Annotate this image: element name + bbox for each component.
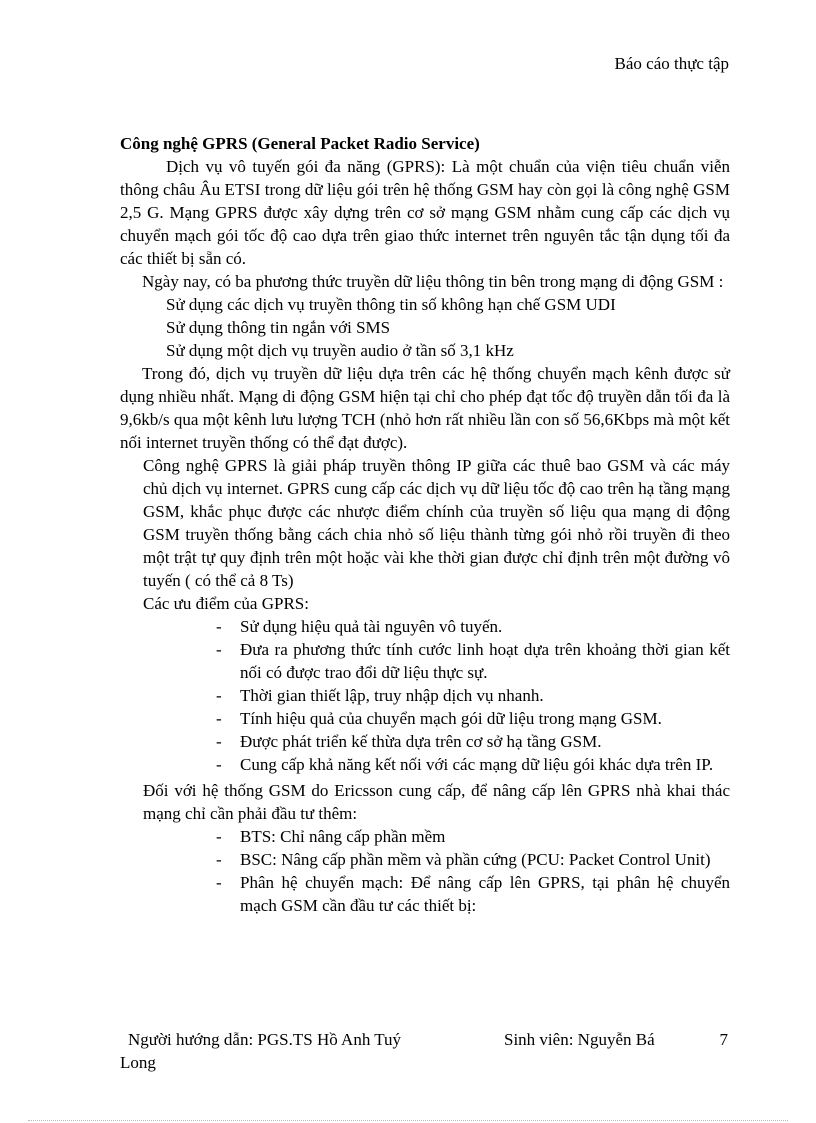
list-item: - BSC: Nâng cấp phần mềm và phần cứng (PCU: Packet Control Unit): [216, 850, 711, 869]
bullet-advantages-heading: Các ưu điểm của GPRS:: [143, 594, 309, 613]
methods-list: [120, 293, 730, 362]
list-item: - Sử dụng hiệu quả tài nguyên vô tuyến.: [216, 617, 503, 636]
list-item: - BTS: Chỉ nâng cấp phần mềm: [216, 827, 446, 846]
page-number: 7: [719, 1030, 728, 1049]
advantages-list: [120, 615, 730, 776]
list-item: - Được phát triển kế thừa dựa trên cơ sở hạ tầng GSM.: [216, 732, 602, 751]
list-item: - Cung cấp khả năng kết nối với các mạng dữ liệu gói khác dựa trên IP.: [216, 755, 714, 774]
bullet-gprs-solution: Công nghệ GPRS là giải pháp truyền thông IP giữa các thuê bao GSM và các máy chủ dịch vụ internet. GPRS cung cấp các dịch vụ dữ liệu tốc độ cao trên hạ tầng mạng GSM, khắc phục được các nhược điểm chính của truyền số liệu qua mạng di động GSM truyền thống bằng cách chia nhỏ số liệu thành từng gói nhỏ rồi truyền đi theo một trật tự quy định trên một hoặc vài khe thời gian được chỉ định trên một đường vô tuyến ( có thể cả 8 Ts): [143, 456, 730, 590]
list-item: - Tính hiệu quả của chuyển mạch gói dữ liệu trong mạng GSM.: [216, 709, 662, 728]
bullet-ericsson-upgrade: Đối với hệ thống GSM do Ericsson cung cấp, để nâng cấp lên GPRS nhà khai thác mạng chỉ cần phải đầu tư thêm:: [143, 781, 730, 823]
paragraph-methods-intro: Ngày nay, có ba phương thức truyền dữ liệu thông tin bên trong mạng di động GSM :: [142, 272, 724, 291]
footer-student: Sinh viên: Nguyễn Bá: [504, 1030, 655, 1049]
page-header: Báo cáo thực tập: [614, 54, 729, 73]
page-bottom-divider: [28, 1120, 788, 1121]
list-item: Sử dụng thông tin ngắn với SMS: [166, 318, 391, 337]
list-item: - Thời gian thiết lập, truy nhập dịch vụ nhanh.: [216, 686, 544, 705]
footer-advisor: Người hướng dẫn: PGS.TS Hồ Anh Tuý: [128, 1030, 402, 1049]
list-item: - Đưa ra phương thức tính cước linh hoạt dựa trên khoảng thời gian kết nối có được trao đổi dữ liệu thực sự.: [216, 640, 730, 682]
footer-student-continued: Long: [120, 1053, 156, 1072]
list-item: Sử dụng các dịch vụ truyền thông tin số không hạn chế GSM UDI: [166, 295, 616, 314]
paragraph-circuit-switching: Trong đó, dịch vụ truyền dữ liệu dựa trên các hệ thống chuyển mạch kênh được sử dụng nhiều nhất. Mạng di động GSM hiện tại chỉ cho phép đạt tốc độ truyền dẫn tối đa là 9,6kb/s qua một kênh lưu lượng TCH (nhỏ hơn rất nhiều lần con số 56,6Kbps mà một kết nối internet truyền thống có thể đạt được).: [120, 364, 730, 452]
upgrades-list: [120, 825, 730, 917]
section-title: Công nghệ GPRS (General Packet Radio Service): [120, 134, 480, 153]
paragraph-intro: Dịch vụ vô tuyến gói đa năng (GPRS): Là một chuẩn của viện tiêu chuẩn viễn thông châu Âu ETSI trong dữ liệu gói trên hệ thống GSM hay còn gọi là công nghệ GSM 2,5 G. Mạng GPRS được xây dựng trên cơ sở mạng GSM nhằm cung cấp các dịch vụ chuyển mạch gói tốc độ cao dựa trên giao thức internet trên nguyên tắc tận dụng tối đa các thiết bị sẵn có.: [120, 157, 730, 268]
page-content: [120, 132, 730, 917]
list-item: Sử dụng một dịch vụ truyền audio ở tần số 3,1 kHz: [166, 341, 514, 360]
list-item: - Phân hệ chuyển mạch: Để nâng cấp lên GPRS, tại phân hệ chuyển mạch GSM cần đầu tư các thiết bị:: [216, 873, 730, 915]
